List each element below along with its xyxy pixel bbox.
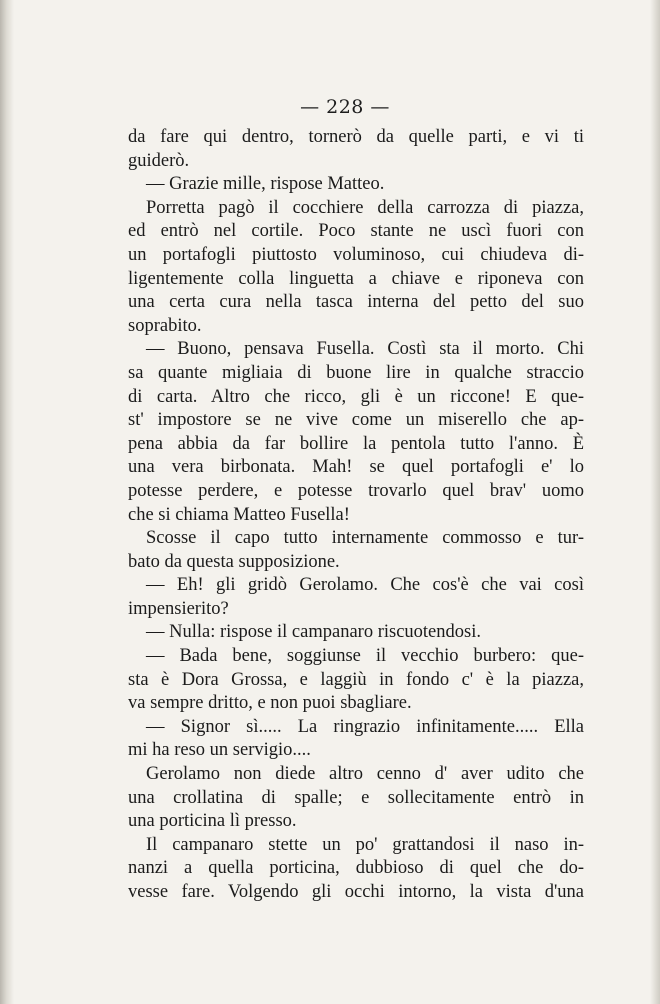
text-line: impensierito?: [128, 598, 229, 619]
text-line: una porticina lì presso.: [128, 811, 297, 832]
page-number: — 228 —: [300, 96, 390, 118]
text-line: una certa cura nella tasca interna del petto del suo: [128, 292, 584, 313]
text-line: vesse fare. Volgendo gli occhi intorno, la vista d'una: [128, 882, 584, 902]
text-line: una vera birbonata. Mah! se quel portafogli e' lo: [128, 457, 584, 478]
text-line: ligentemente colla linguetta a chiave e riponeva con: [128, 268, 584, 289]
text-line: — Grazie mille, rispose Matteo.: [146, 174, 385, 195]
text-line: ed entrò nel cortile. Poco stante ne uscì fuori con: [128, 221, 584, 242]
text-line: Gerolamo non diede altro cenno d' aver udito che: [146, 764, 584, 785]
text-line: Porretta pagò il cocchiere della carrozza di piazza,: [146, 197, 584, 218]
text-line: di carta. Altro che ricco, gli è un riccone! E que-: [128, 386, 584, 407]
text-line: guiderò.: [128, 150, 190, 171]
text-line: Il campanaro stette un po' grattandosi il naso in-: [146, 834, 584, 855]
text-line: un portafogli piuttosto voluminoso, cui chiudeva di-: [128, 244, 584, 265]
text-line: — Signor sì..... La ringrazio infinitamente..... Ella: [146, 716, 584, 737]
text-line: — Bada bene, soggiunse il vecchio burbero: que-: [146, 646, 584, 667]
text-line: sa quante migliaia di buone lire in qualche straccio: [128, 362, 584, 383]
text-line: va sempre dritto, e non puoi sbagliare.: [128, 693, 412, 714]
text-line: da fare qui dentro, tornerò da quelle parti, e vi ti: [128, 127, 584, 147]
body-text: [128, 126, 584, 905]
text-line: — Eh! gli gridò Gerolamo. Che cos'è che vai così: [146, 575, 584, 596]
text-line: bato da questa supposizione.: [128, 551, 340, 572]
text-line: soprabito.: [128, 315, 202, 336]
text-line: nanzi a quella porticina, dubbioso di quel che do-: [128, 858, 584, 879]
text-line: potesse perdere, e potesse trovarlo quel brav' uomo: [128, 480, 584, 501]
text-line: sta è Dora Grossa, e laggiù in fondo c' è la piazza,: [128, 669, 584, 690]
text-line: una crollatina di spalle; e sollecitamente entrò in: [128, 787, 584, 808]
page-right-edge-shadow: [650, 0, 660, 1004]
text-line: st' impostore se ne vive come un miserello che ap-: [128, 410, 584, 431]
text-line: — Buono, pensava Fusella. Costì sta il morto. Chi: [146, 339, 584, 360]
text-line: mi ha reso un servigio....: [128, 740, 311, 761]
text-line: Scosse il capo tutto internamente commosso e tur-: [146, 528, 584, 549]
text-line: — Nulla: rispose il campanaro riscuotendosi.: [146, 622, 481, 643]
text-line: che si chiama Matteo Fusella!: [128, 504, 350, 525]
page-left-edge-shadow: [0, 0, 14, 1004]
text-line: pena abbia da far bollire la pentola tutto l'anno. È: [128, 433, 584, 454]
